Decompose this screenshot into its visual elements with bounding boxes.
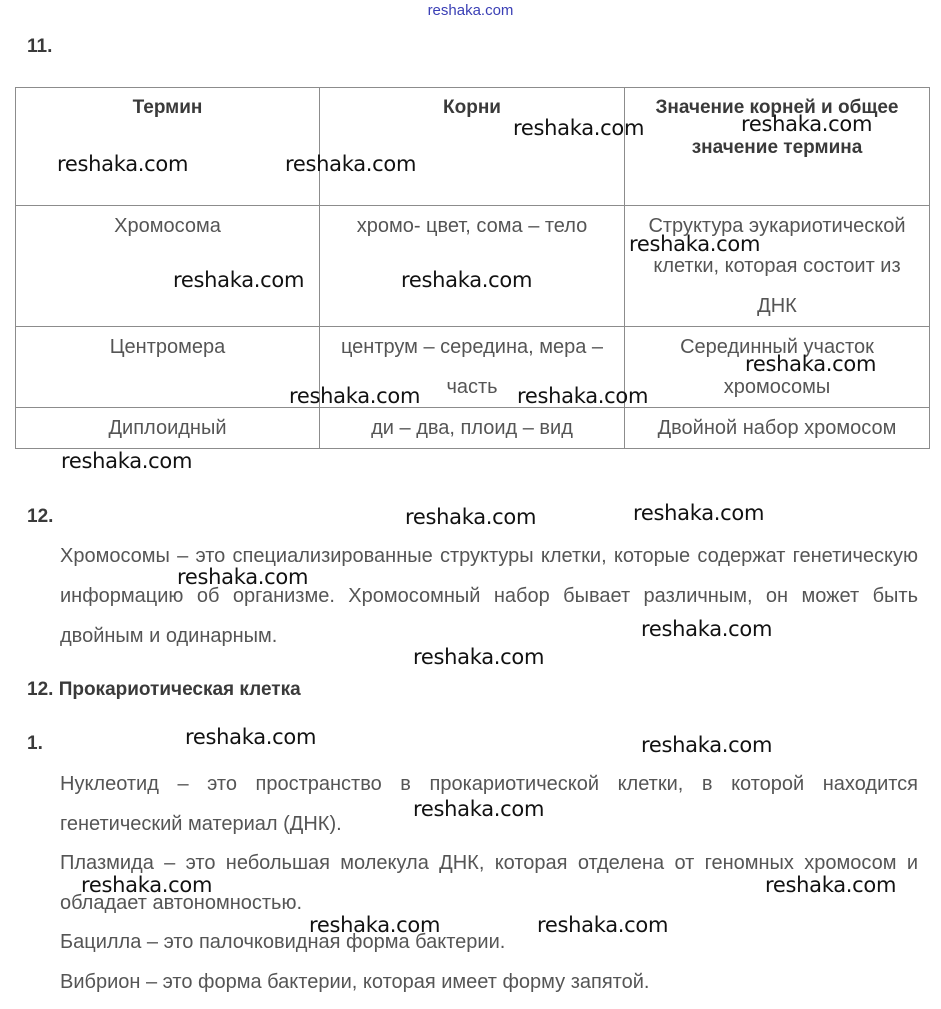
task-12-number: 12. [27,506,54,527]
watermark-text: reshaka.com [629,232,761,256]
meaning-cell: Серединный участок хромосомы [625,327,930,408]
task-11-number: 11. [27,36,53,57]
watermark-text: reshaka.com [285,152,417,176]
term-cell: Центромера [16,327,320,408]
section-title: 12. Прокариотическая клетка [27,679,301,700]
header-roots: Корни [320,88,625,206]
watermark-text: reshaka.com [405,505,537,529]
watermark-text: reshaka.com [289,384,421,408]
item-1-number: 1. [27,733,43,754]
watermark-text: reshaka.com [741,112,873,136]
table-row [16,206,930,327]
roots-cell: хромо- цвет, сома – тело [320,206,625,327]
watermark-text: reshaka.com [633,501,765,525]
watermark-text: reshaka.com [745,352,877,376]
roots-cell: центрум – середина, мера – часть [320,327,625,408]
watermark-text: reshaka.com [81,873,213,897]
watermark-text: reshaka.com [765,873,897,897]
roots-cell: ди – два, плоид – вид [320,408,625,449]
term-cell: Хромосома [16,206,320,327]
watermark-text: reshaka.com [57,152,189,176]
term-cell: Диплоидный [16,408,320,449]
definition-plasmid: Плазмида – это небольшая молекула ДНК, которая отделена от геномных хромосом и обладает автономностью. [60,852,918,914]
watermark-text: reshaka.com [413,797,545,821]
definition-vibrio: Вибрион – это форма бактерии, которая имеет форму запятой. [60,971,650,993]
watermark-text: reshaka.com [309,913,441,937]
task-12-paragraph: Хромосомы – это специализированные структуры клетки, которые содержат генетическую информацию об организме. Хромосомный набор бывает различным, он может быть двойным и одинарным. [60,545,918,647]
watermark-text: reshaka.com [173,268,305,292]
definition-bacillus: Бацилла – это палочковидная форма бактерии. [60,931,506,953]
meaning-cell: Структура эукариотической клетки, которая состоит из ДНК [625,206,930,327]
watermark-text: reshaka.com [641,617,773,641]
watermark-text: reshaka.com [513,116,645,140]
table-header-row [16,88,930,206]
header-term: Термин [16,88,320,206]
header-meaning: Значение корней и общее значение термина [625,88,930,206]
watermark-text: reshaka.com [401,268,533,292]
watermark-text: reshaka.com [177,565,309,589]
watermark-text: reshaka.com [517,384,649,408]
watermark-text: reshaka.com [185,725,317,749]
table-row [16,408,930,449]
watermark-text: reshaka.com [537,913,669,937]
watermark-text: reshaka.com [413,645,545,669]
site-header-link[interactable]: reshaka.com [427,2,514,19]
watermark-text: reshaka.com [61,449,193,473]
meaning-cell: Двойной набор хромосом [625,408,930,449]
watermark-text: reshaka.com [641,733,773,757]
definition-nucleoid: Нуклеотид – это пространство в прокариотической клетки, в которой находится генетический материал (ДНК). [60,773,918,835]
